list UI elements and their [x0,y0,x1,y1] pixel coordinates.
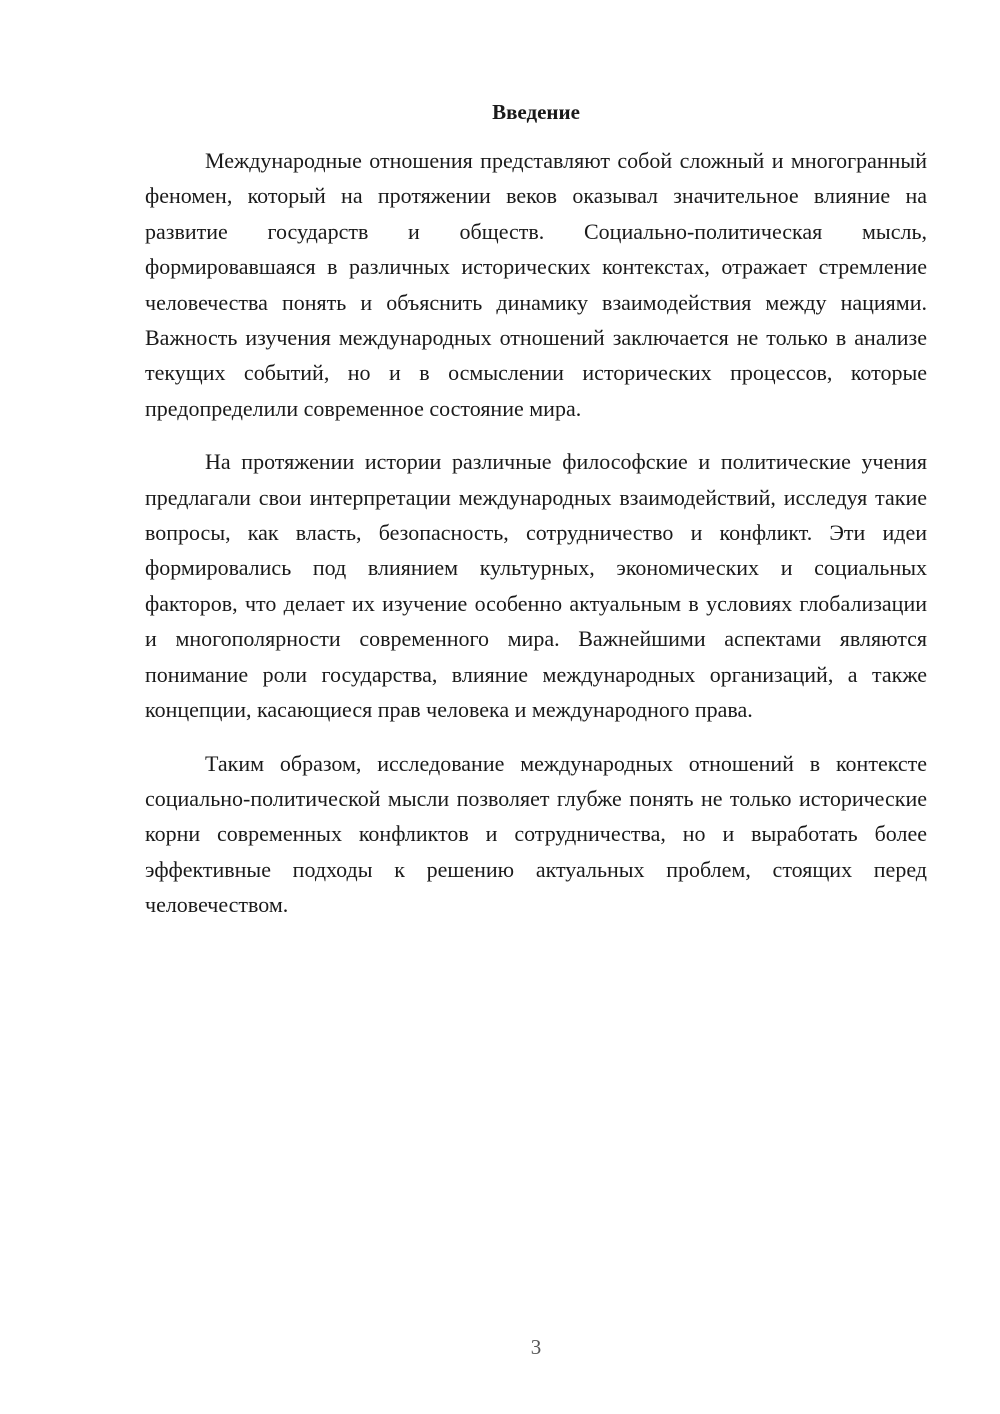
page-title: Введение [492,100,580,124]
body-text [145,143,927,941]
paragraph-2: На протяжении истории различные философские и политические учения предлагали свои интерпретации международных взаимодействий, исследуя такие вопросы, как власть, безопасность, сотрудничество и конфликт. Эти идеи формировались под влиянием культурных, экономических и социальных факторов, что делает их изучение особенно актуальным в условиях глобализации и многополярности современного мира. Важнейшими аспектами являются понимание роли государства, влияние международных организаций, а также концепции, касающиеся прав человека и международного права. [145,449,927,723]
page-number: 3 [530,1335,542,1359]
paragraph-1: Международные отношения представляют собой сложный и многогранный феномен, который на протяжении веков оказывал значительное влияние на развитие государств и обществ. Социально-политическая мысль, формировавшаяся в различных исторических контекстах, отражает стремление человечества понять и объяснить динамику взаимодействия между нациями. Важность изучения международных отношений заключается не только в анализе текущих событий, но и в осмыслении исторических процессов, которые предопределили современное состояние мира. [145,148,927,421]
paragraph-3: Таким образом, исследование международных отношений в контексте социально-политической мысли позволяет глубже понять не только исторические корни современных конфликтов и сотрудничества, но и выработать более эффективные подходы к решению актуальных проблем, стоящих перед человечеством. [145,750,927,918]
